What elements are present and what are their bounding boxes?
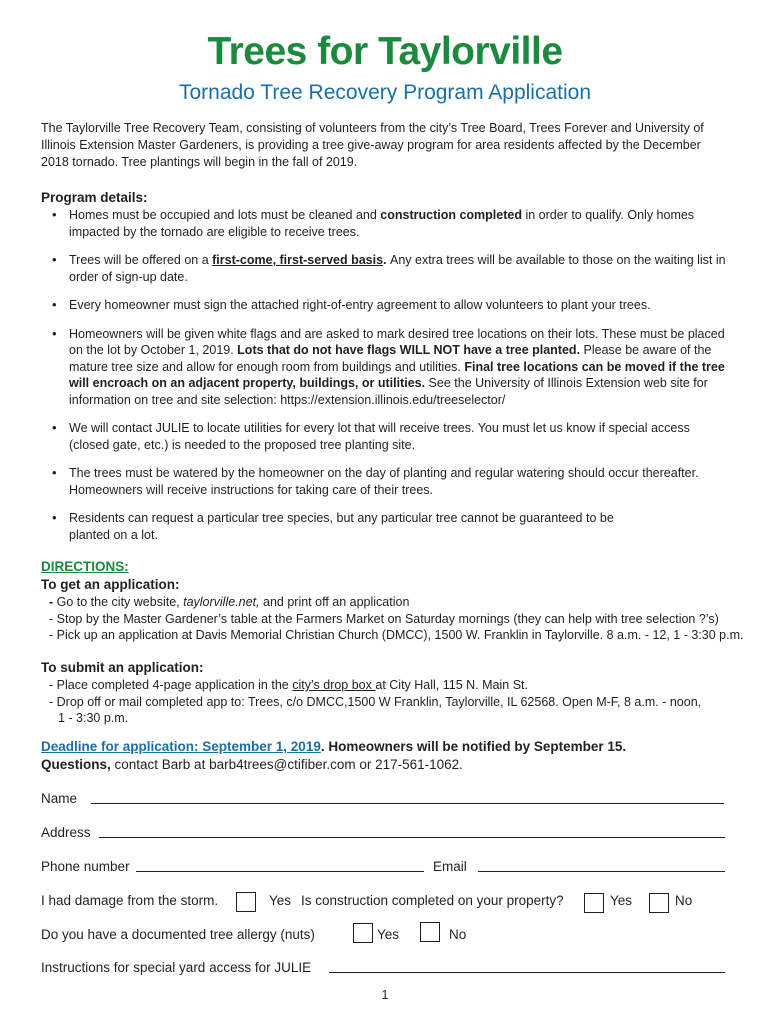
list-item: - Drop off or mail completed app to: Trees, c/o DMCC,1500 W Franklin, Taylorville, IL 62568. Open M-F, 8 a.m. - noon, [49, 694, 702, 709]
get-application-steps [49, 594, 749, 644]
name-label: Name [41, 791, 78, 806]
list-item: - Stop by the Master Gardener’s table at the Farmers Market on Saturday mornings (they can help with tree selection ?’s) [49, 611, 719, 626]
email-label: Email [433, 859, 467, 874]
intro-paragraph: The Taylorville Tree Recovery Team, consisting of volunteers from the city’s Tree Board, Trees Forever and University of Illinois Extension Master Gardeners, is providing a tree give-away program for area residents affected by the December 2018 tornado. Tree plantings will begin in the fall of 2019. [41, 121, 704, 169]
list-item: • Residents can request a particular tree species, but any particular tree cannot be guaranteed to be planted on a lot. [41, 510, 731, 543]
questions-line: Questions, contact Barb at barb4trees@ctifiber.com or 217-561-1062. [41, 757, 463, 772]
email-field[interactable] [478, 871, 725, 872]
construction-no-label: No [675, 893, 693, 908]
program-details-heading: Program details: [41, 190, 148, 205]
storm-damage-yes-checkbox[interactable] [236, 892, 256, 912]
construction-no-checkbox[interactable] [649, 893, 669, 913]
get-application-heading: To get an application: [41, 577, 180, 592]
list-item: • The trees must be watered by the homeowner on the day of planting and regular watering should occur thereafter. Homeowners will receive instructions for taking care of their trees. [41, 465, 731, 498]
tree-allergy-yes-label: Yes [377, 927, 400, 942]
construction-yes-checkbox[interactable] [584, 893, 604, 913]
address-label: Address [41, 825, 91, 840]
list-item: • We will contact JULIE to locate utilities for every lot that will receive trees. You must let us know if special access (closed gate, etc.) is needed to the proposed tree planting site. [41, 420, 731, 453]
tree-allergy-no-checkbox[interactable] [420, 922, 440, 942]
phone-label: Phone number [41, 859, 130, 874]
tree-allergy-label: Do you have a documented tree allergy (nuts) [41, 927, 315, 942]
tree-allergy-no-label: No [449, 927, 467, 942]
page-title: Trees for Taylorville [207, 30, 563, 73]
storm-damage-label: I had damage from the storm. [41, 893, 219, 908]
julie-access-label: Instructions for special yard access for JULIE [41, 960, 312, 975]
storm-damage-yes-label: Yes [269, 893, 292, 908]
list-item: - Go to the city website, taylorville.net, and print off an application [49, 595, 410, 609]
list-item: 1 - 3:30 p.m. [58, 711, 129, 725]
phone-field[interactable] [136, 871, 424, 872]
submit-application-heading: To submit an application: [41, 660, 204, 675]
page-number: 1 [381, 988, 389, 1002]
construction-yes-label: Yes [610, 893, 633, 908]
list-item: • Homeowners will be given white flags and are asked to mark desired tree locations on their lots. These must be placed on the lot by October 1, 2019. Lots that do not have flags WILL NOT have a tree planted. Please be aware of the mature tree size and allow for enough room from buildings and utilities. Final tree locations can be moved if the tree will encroach on an adjacent property, buildings, or utilities. See the University of Illinois Extension web site for information on tree and site selection: https://extension.illinois.edu/treeselector/ [41, 326, 731, 409]
name-field[interactable] [91, 803, 724, 804]
construction-label: Is construction completed on your property? [301, 893, 564, 908]
address-field[interactable] [99, 837, 725, 838]
deadline-line: Deadline for application: September 1, 2019. Homeowners will be notified by September 15. [41, 739, 627, 754]
page-subtitle: Tornado Tree Recovery Program Application [178, 81, 592, 104]
julie-access-field[interactable] [329, 972, 725, 973]
submit-application-steps [49, 677, 749, 727]
list-item: • Trees will be offered on a first-come, first-served basis. Any extra trees will be available to those on the waiting list in order of sign-up date. [41, 252, 731, 285]
list-item: - Pick up an application at Davis Memorial Christian Church (DMCC), 1500 W. Franklin in Taylorville. 8 a.m. - 12, 1 - 3:30 p.m. [49, 628, 744, 642]
tree-allergy-yes-checkbox[interactable] [353, 923, 373, 943]
program-details-list [41, 207, 731, 555]
directions-heading: DIRECTIONS: [41, 559, 129, 574]
list-item: - Place completed 4-page application in the city’s drop box at City Hall, 115 N. Main St. [49, 678, 528, 692]
list-item: • Homes must be occupied and lots must be cleaned and construction completed in order to qualify. Only homes impacted by the tornado are eligible to receive trees. [41, 207, 731, 240]
list-item: • Every homeowner must sign the attached right-of-entry agreement to allow volunteers to plant your trees. [41, 297, 731, 314]
